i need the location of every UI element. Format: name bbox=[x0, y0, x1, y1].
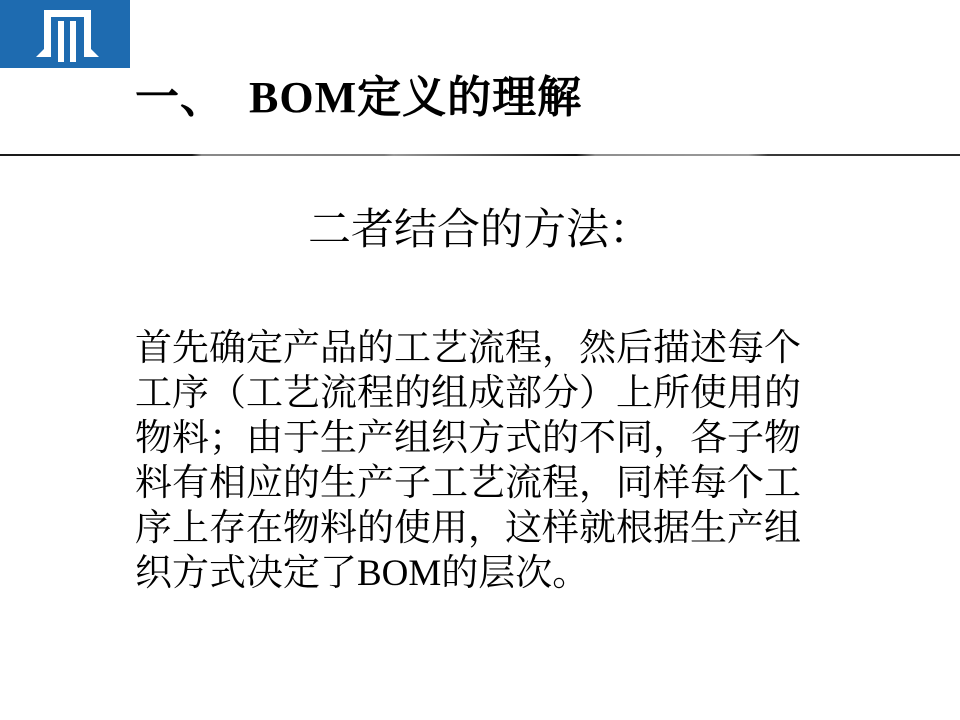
body-line: 工序（工艺流程的组成部分）上所使用的 bbox=[135, 373, 801, 414]
body-line: 首先确定产品的工艺流程，然后描述每个 bbox=[135, 328, 801, 369]
body-line: 织方式决定了BOM的层次。 bbox=[135, 553, 590, 594]
slide-subtitle: 二者结合的方法： bbox=[308, 207, 652, 254]
body-line: 料有相应的生产子工艺流程，同样每个工 bbox=[135, 463, 801, 504]
title-divider-rule bbox=[0, 154, 960, 156]
body-paragraph bbox=[135, 326, 835, 596]
body-line: 序上存在物料的使用，这样就根据生产组 bbox=[135, 508, 801, 549]
gate-logo-icon bbox=[0, 0, 130, 68]
slide-title: 一、 BOM定义的理解 bbox=[135, 73, 583, 122]
body-line: 物料；由于生产组织方式的不同，各子物 bbox=[135, 418, 801, 459]
company-logo bbox=[0, 0, 130, 68]
